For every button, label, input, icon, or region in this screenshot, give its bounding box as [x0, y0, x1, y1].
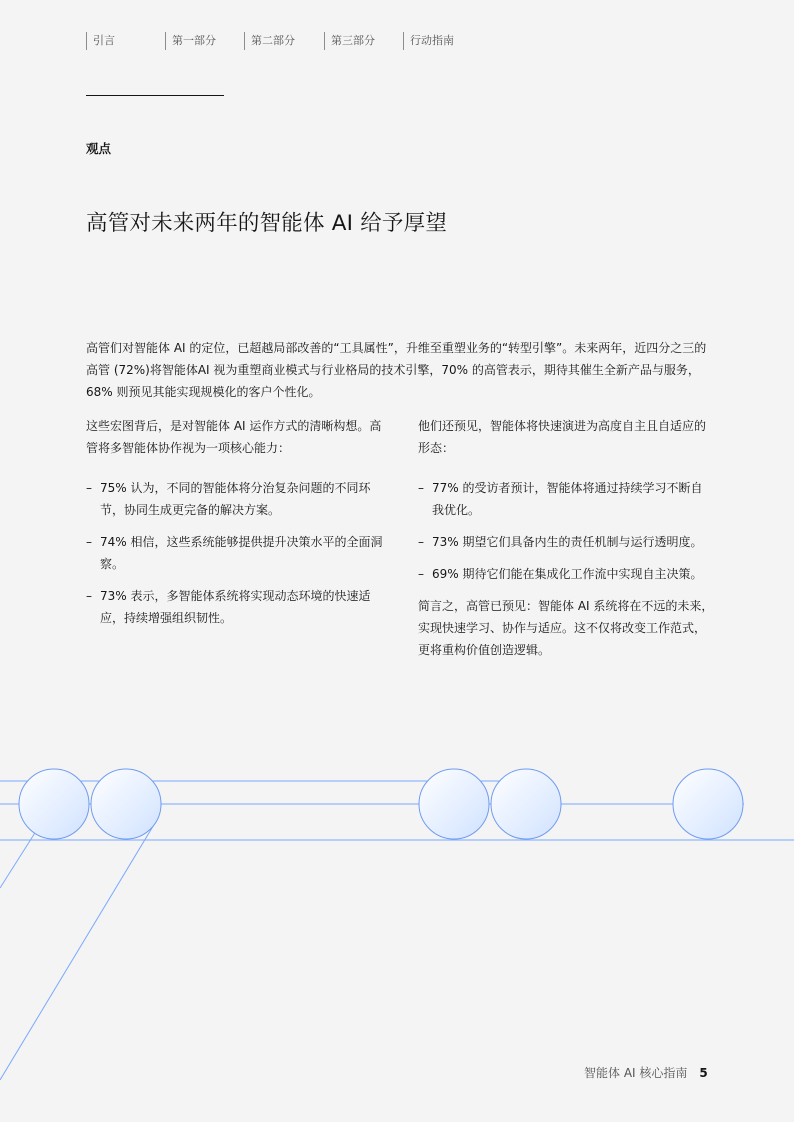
section-label: 观点 — [86, 141, 112, 156]
nav-item-label: 第二部分 — [251, 34, 295, 47]
bullet-dash: – — [86, 535, 92, 549]
closing-paragraph: 简言之，高管已预见：智能体 AI 系统将在不远的未来，实现快速学习、协作与适应。这不仅将改变工作范式，更将重构价值创造逻辑。 — [418, 599, 714, 657]
circle-shape — [491, 769, 561, 839]
circle-shape — [673, 769, 743, 839]
bullet-dash: – — [86, 481, 92, 495]
bullet-dash: – — [418, 481, 424, 495]
bullet-text: 77% 的受访者预计，智能体将通过持续学习不断自我优化。 — [432, 481, 703, 517]
nav-item-label: 行动指南 — [410, 34, 454, 47]
nav-item-label: 第一部分 — [172, 34, 216, 47]
circle-shape — [19, 769, 89, 839]
bullet-text: 73% 期望它们具备内生的责任机制与运行透明度。 — [432, 535, 703, 549]
footer-doc-title: 智能体 AI 核心指南 — [584, 1066, 688, 1080]
nav-item-label: 引言 — [93, 34, 115, 47]
right-column — [418, 415, 714, 661]
circle-shape — [419, 769, 489, 839]
list-item — [418, 563, 714, 585]
left-column — [86, 415, 386, 639]
intro-paragraph: 高管们对智能体 AI 的定位，已超越局部改善的“工具属性”，升维至重塑业务的“转型引擎”。未来两年，近四分之三的高管 (72%)将智能体AI 视为重塑商业模式与行业格局的技术引擎，70% 的高管表示，期待其催生全新产品与服务，68% 则预见其能实现规模化的客户个性化。 — [86, 341, 707, 399]
page-title: 高管对未来两年的智能体 AI 给予厚望 — [86, 211, 448, 236]
circle-shape — [91, 769, 161, 839]
bullet-dash: – — [418, 535, 424, 549]
bullet-dash: – — [86, 589, 92, 603]
bullet-text: 75% 认为，不同的智能体将分治复杂问题的不同环节，协同生成更完备的解决方案。 — [100, 481, 371, 517]
bullet-text: 73% 表示，多智能体系统将实现动态环境的快速适应，持续增强组织韧性。 — [100, 589, 371, 625]
right-lead-paragraph: 他们还预见，智能体将快速演进为高度自主且自适应的形态： — [418, 419, 707, 455]
divider-rule — [86, 95, 224, 96]
nav-item-action-guide[interactable] — [403, 32, 454, 50]
list-item — [418, 531, 714, 553]
bullet-text: 74% 相信，这些系统能够提供提升决策水平的全面洞察。 — [100, 535, 383, 571]
left-bullet-list — [86, 477, 386, 629]
list-item — [418, 477, 714, 521]
page-number: 5 — [699, 1066, 708, 1080]
bullet-text: 69% 期待它们能在集成化工作流中实现自主决策。 — [432, 567, 703, 581]
list-item — [86, 477, 386, 521]
diagonal-line — [0, 818, 158, 1080]
nav-item-part-1[interactable] — [165, 32, 216, 50]
bullet-dash: – — [418, 567, 424, 581]
nav-item-intro[interactable] — [86, 32, 115, 50]
decorative-circles-graphic — [0, 740, 794, 1080]
list-item — [86, 531, 386, 575]
right-bullet-list — [418, 477, 714, 585]
left-lead-paragraph: 这些宏图背后，是对智能体 AI 运作方式的清晰构想。高管将多智能体协作视为一项核心能力： — [86, 419, 382, 455]
nav-item-part-3[interactable] — [324, 32, 375, 50]
nav-item-label: 第三部分 — [331, 34, 375, 47]
list-item — [86, 585, 386, 629]
nav-item-part-2[interactable] — [244, 32, 295, 50]
page-footer — [584, 1064, 708, 1081]
